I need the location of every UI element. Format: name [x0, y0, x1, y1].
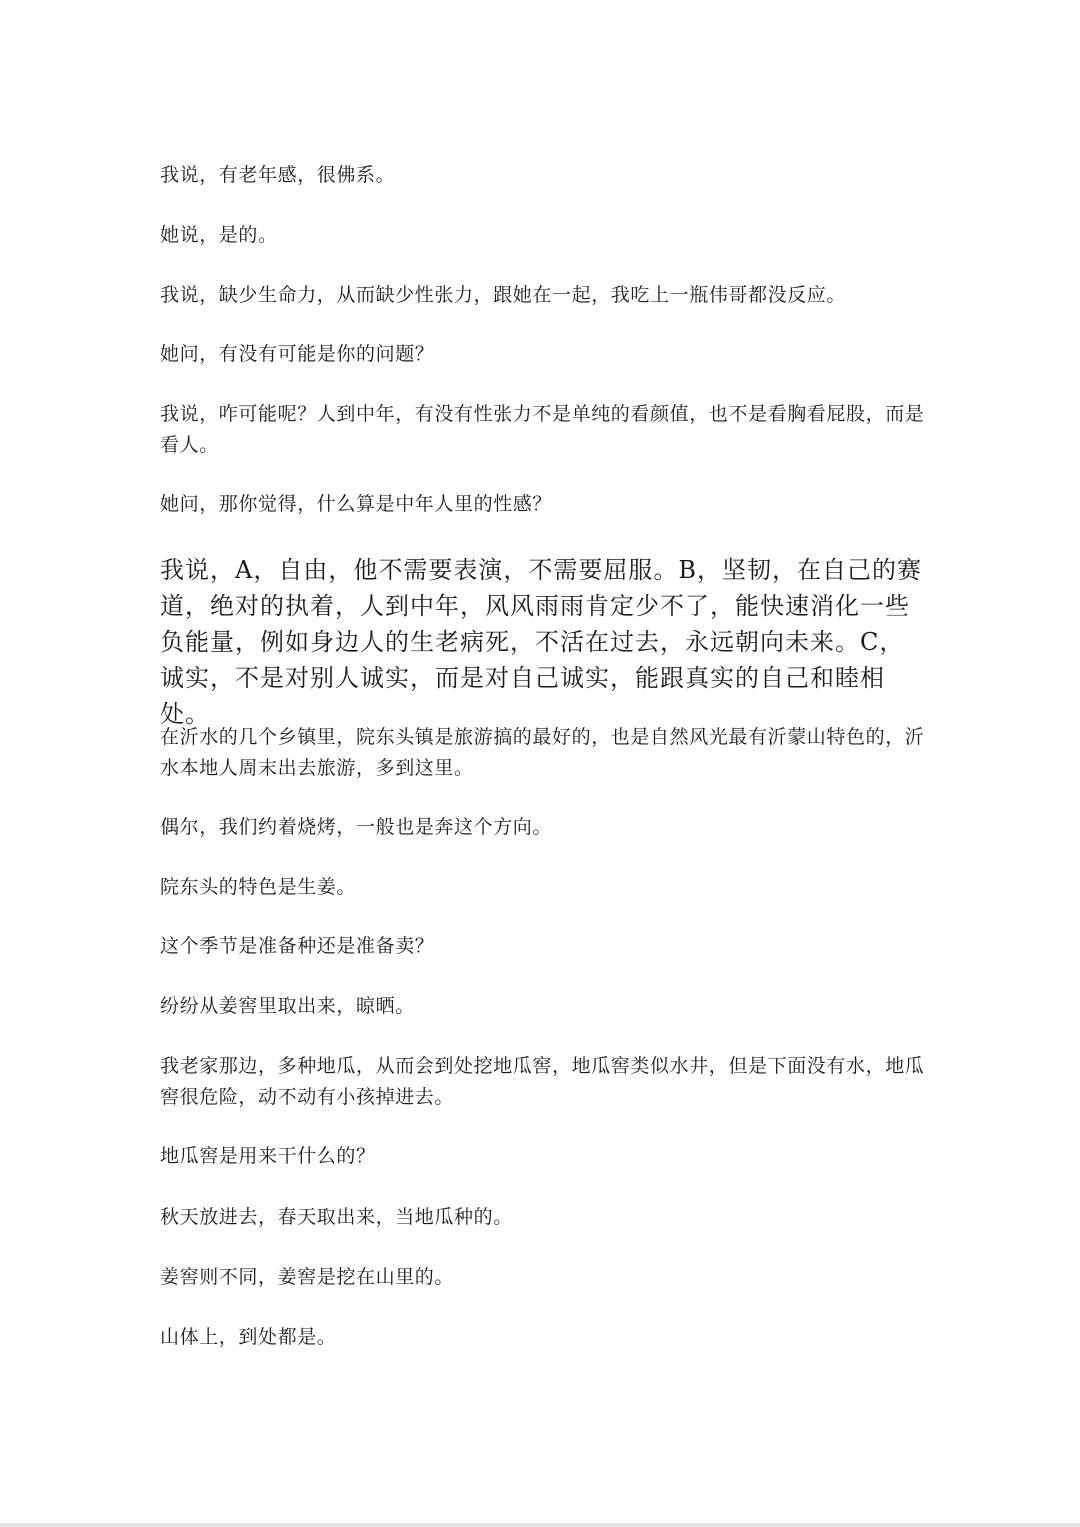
paragraph-13: 我老家那边，多种地瓜，从而会到处挖地瓜窖，地瓜窖类似水井，但是下面没有水，地瓜窖很危险，动不动有小孩掉进去。 [160, 1055, 925, 1108]
paragraph-14: 地瓜窖是用来干什么的？ [160, 1145, 376, 1167]
paragraph-12: 纷纷从姜窖里取出来，晾晒。 [160, 995, 415, 1017]
paragraph-11: 这个季节是准备种还是准备卖？ [160, 935, 435, 957]
paragraph-15: 秋天放进去，春天取出来，当地瓜种的。 [160, 1206, 513, 1228]
paragraph-9: 偶尔，我们约着烧烤，一般也是奔这个方向。 [160, 816, 553, 838]
paragraph-2: 她说，是的。 [160, 224, 278, 246]
paragraph-16: 姜窖则不同，姜窖是挖在山里的。 [160, 1266, 455, 1288]
paragraph-8: 在沂水的几个乡镇里，院东头镇是旅游搞的最好的，也是自然风光最有沂蒙山特色的，沂水本地人周末出去旅游，多到这里。 [160, 726, 925, 779]
paragraph-6: 她问，那你觉得，什么算是中年人里的性感？ [160, 493, 553, 515]
paragraph-7-emphasis: 我说，A，自由，他不需要表演，不需要屈服。B，坚韧，在自己的赛道，绝对的执着，人到中年，风风雨雨肯定少不了，能快速消化一些负能量，例如身边人的生老病死，不活在过去，永远朝向未来。C，诚实，不是对别人诚实，而是对自己诚实，能跟真实的自己和睦相处。 [160, 556, 922, 728]
page-bottom-divider [0, 1523, 1080, 1527]
paragraph-10: 院东头的特色是生姜。 [160, 876, 357, 898]
paragraph-4: 她问，有没有可能是你的问题？ [160, 343, 435, 365]
paragraph-17: 山体上，到处都是。 [160, 1326, 337, 1348]
paragraph-5: 我说，咋可能呢？人到中年，有没有性张力不是单纯的看颜值，也不是看胸看屁股，而是看人。 [160, 403, 925, 456]
paragraph-1: 我说，有老年感，很佛系。 [160, 164, 396, 186]
paragraph-3: 我说，缺少生命力，从而缺少性张力，跟她在一起，我吃上一瓶伟哥都没反应。 [160, 284, 847, 306]
